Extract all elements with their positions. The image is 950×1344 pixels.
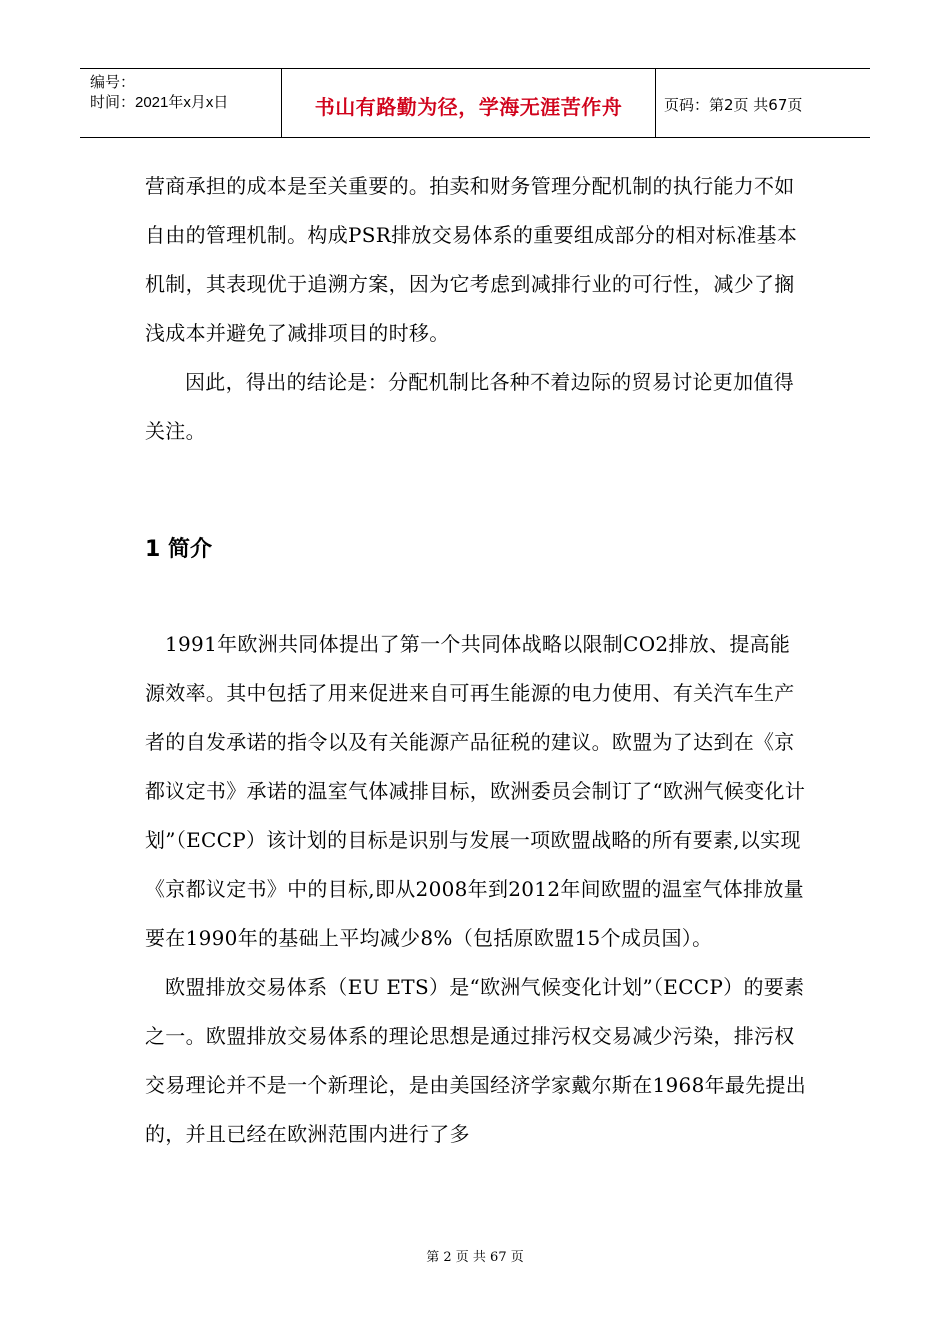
intro-paragraph: 1991年欧洲共同体提出了第一个共同体战略以限制CO2排放、提高能源效率。其中包括了用来促进来自可再生能源的电力使用、有关汽车生产者的自发承诺的指令以及有关能源产品征税的建议。欧盟为了达到在《京都议定书》承诺的温室气体减排目标，欧洲委员会制订了“欧洲气候变化计划”（ECCP）该计划的目标是识别与发展一项欧盟战略的所有要素,以实现《京都议定书》中的目标,即从2008年到2012年间欧盟的温室气体排放量要在1990年的基础上平均减少8%（包括原欧盟15个成员国）。	[145, 632, 806, 950]
page-header	[80, 68, 870, 138]
header-motto: 书山有路勤为径，学海无涯苦作舟	[282, 69, 656, 137]
number-label: 编号：	[90, 74, 136, 91]
page-footer: 第 2 页 共 67 页	[426, 1250, 524, 1265]
header-meta	[80, 69, 282, 137]
ets-paragraph: 欧盟排放交易体系（EU ETS）是“欧洲气候变化计划”（ECCP）的要素之一。欧盟排放交易体系的理论思想是通过排污权交易减少污染，排污权交易理论并不是一个新理论，是由美国经济学家戴尔斯在1968年最先提出的，并且已经在欧洲范围内进行了多	[145, 975, 807, 1146]
section-body	[145, 620, 810, 1159]
abstract-block	[145, 162, 810, 456]
header-page-info: 页码：第2页 共67页	[664, 95, 803, 114]
conclusion-paragraph: 因此，得出的结论是：分配机制比各种不着边际的贸易讨论更加值得关注。	[145, 370, 794, 443]
abstract-paragraph: 营商承担的成本是至关重要的。拍卖和财务管理分配机制的执行能力不如自由的管理机制。构成PSR排放交易体系的重要组成部分的相对标准基本机制，其表现优于追溯方案，因为它考虑到减排行业的可行性，减少了搁浅成本并避免了减排项目的时移。	[145, 174, 798, 345]
section-title: 1 简介	[145, 537, 212, 562]
time-label: 时间：2021年x月x日	[90, 94, 229, 111]
